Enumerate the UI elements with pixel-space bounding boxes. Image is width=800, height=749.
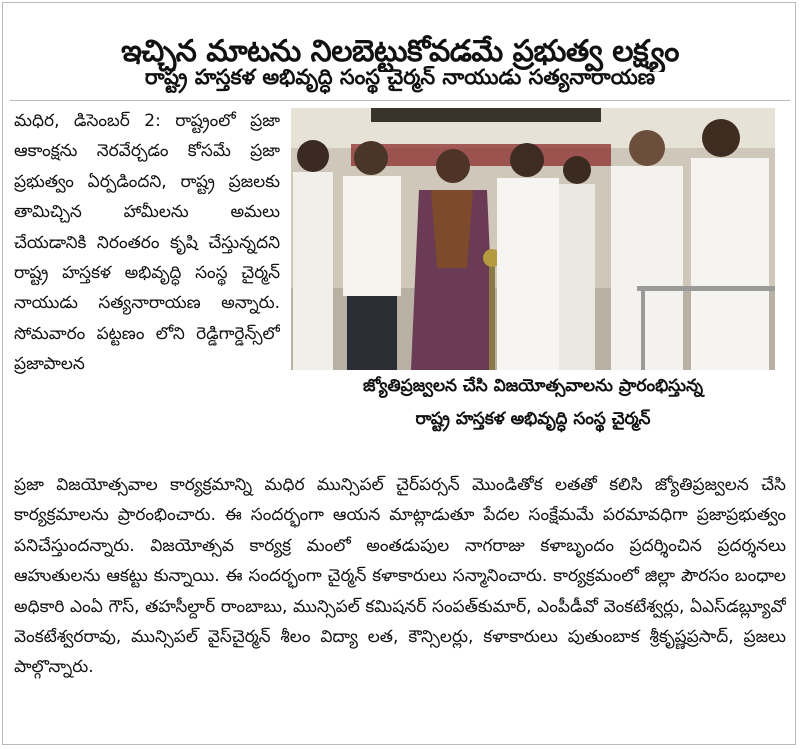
caption-line-1: జ్యోతిప్రజ్వలన చేసి విజయోత్సవాలను ప్రారంభిస్తున్న xyxy=(363,376,703,396)
photo-illustration xyxy=(291,108,775,370)
subheadline: రాష్ట్ర హస్తకళ అభివృద్ధి సంస్థ చైర్మన్ నాయుడు సత్యనారాయణ xyxy=(144,65,656,89)
caption-line-2: రాష్ట్ర హస్తకళ అభివృద్ధి సంస్థ చైర్మన్ xyxy=(415,409,651,429)
news-photo xyxy=(291,108,775,370)
body-text-full-width: ప్రజా విజయోత్సవాల కార్యక్రమాన్ని మధిర మున్సిపల్ చైర్‌పర్సన్ మొండితోక లతతో కలిసి జ్యోతిప్రజ్వలన చేసి కార్యక్రమాలను ప్రారంభించారు. ఈ సందర్భంగా ఆయన మాట్లాడుతూ పేదల సంక్షేమమే పరమావధిగా ప్రజాప్రభుత్వం పనిచేస్తుందన్నారు. విజయోత్సవ కార్యక్ర మంలో అంతడుపుల నాగరాజు కళాబృందం ప్రదర్శించిన ప్రదర్శనలు ఆహుతులను ఆకట్టు కున్నాయి. ఈ సందర్భంగా చైర్మన్ కళాకారులు సన్మానించారు. కార్యక్రమంలో జిల్లా పౌరసం బంధాల అధికారి ఎంఏ గౌస్, తహసీల్దార్ రాంబాబు, మున్సిపల్ కమిషనర్ సంపత్‌కుమార్, ఎంపీడీవో వెంకటేశ్వర్లు, ఏఎస్‌డబ్ల్యూవో వెంకటేశ్వరరావు, మున్సిపల్ వైస్‌చైర్మన్ శీలం విద్యా లత, కౌన్సిలర్లు, కళాకారులు పుతుంబాక శ్రీకృష్ణప్రసాద్, ప్రజలు పాల్గొన్నారు. xyxy=(14,475,786,678)
divider-rule xyxy=(10,100,790,101)
headline: ఇచ్చిన మాటను నిలబెట్టుకోవడమే ప్రభుత్వ లక్ష్యం xyxy=(121,34,679,70)
body-text-left-column: మధిర, డిసెంబర్ 2: రాష్ట్రంలో ప్రజా ఆకాంక్షను నెరవేర్చడం కోసమే ప్రజా ప్రభుత్వం ఏర్పడిందని, రాష్ట్ర ప్రజలకు తామిచ్చిన హామీలను అమలు చేయడానికి నిరంతరం కృషి చేస్తున్నదని రాష్ట్ర హస్తకళ అభివృద్ధి సంస్థ చైర్మన్ నాయుడు సత్యనారాయణ అన్నారు. సోమవారం పట్టణం లోని రెడ్డిగార్డెన్స్‌లో ప్రజాపాలన xyxy=(14,111,280,375)
photo-caption xyxy=(291,370,775,444)
